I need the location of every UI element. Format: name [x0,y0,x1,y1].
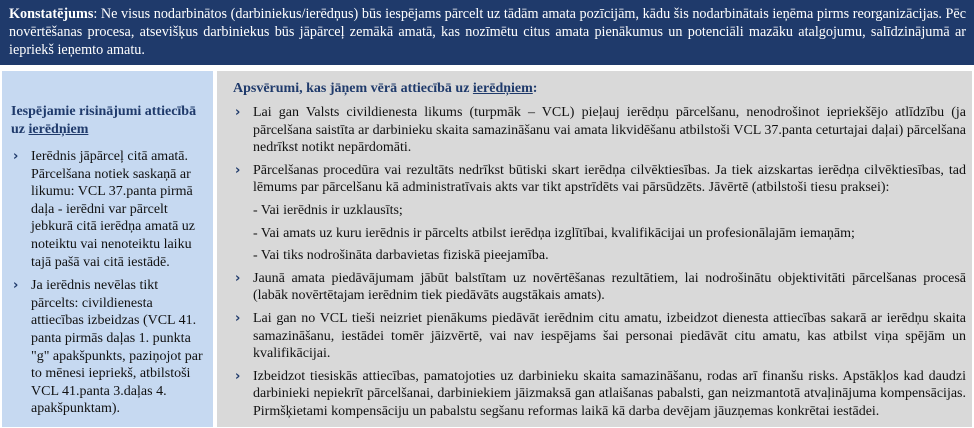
criteria-item: - Vai ierēdnis ir uzklausīts; [253,202,403,218]
list-item-text: Lai gan no VCL tieši neizriet pienākums piedāvāt ierēdnim citu amatu, izbeidzot dienesta attiecības sakarā ar ierēdņu skaita samazināšanu, iestādei tomēr jāizvērtē, vai nav iespējams šai personai piedāvāt citu amatu, kas atbilst viņa spējām un kvalifikācijai. [253,310,966,362]
criteria-item: - Vai amats uz kuru ierēdnis ir pārcelts atbilst ierēdņa izglītībai, kvalifikācijai un profesionālajām iemaņām; [253,225,855,241]
criteria-item: - Vai tiks nodrošināta darbavietas fiziskā pieejamība. [253,248,549,264]
chevron-right-icon: › [235,310,241,326]
considerations-title-suffix: : [532,81,538,96]
list-item-text: Pārcelšanas procedūra vai rezultāts nedrīkst būtiski skart ierēdņa cilvēktiesības. Ja tiek aizskartas ierēdņa cilvēktiesības, tad lēmums par pārcelšanu kā administratīvais akts var tikt apstrīdēts vai pārsūdzēts. Jāvērtē (atbilstoši tiesu praksei): [253,162,966,196]
solutions-list [11,148,207,418]
considerations-panel [217,71,972,427]
list-item [11,277,207,418]
list-item-text: Ja ierēdnis nevēlas tikt pārcelts: civildienesta attiecības izbeidzas (VCL 41. panta pirmās daļas 1. punkta "g" apakšpunkts, paziņojot par to mēnesi iepriekš, atbilstoši VCL 41.panta 3.daļas 4. apakšpunktam). [31,278,203,417]
considerations-title-underlined: ierēdņiem [472,81,533,96]
chevron-right-icon: › [13,149,19,164]
solutions-title-prefix: Iespējamie risinājumi attiecībā uz [11,104,197,137]
list-item [233,162,966,265]
criteria-sublist [253,202,966,265]
list-item [233,104,966,157]
chevron-right-icon: › [235,162,241,178]
list-item-text: Ierēdnis jāpārceļ citā amatā. Pārcelšana notiek saskaņā ar likumu: VCL 37.panta pirmā daļa - ierēdni var pārcelt jebkurā citā ierēdņa amatā uz noteiktu vai nenoteiktu laiku tajā pašā vai citā iestādē. [31,149,196,270]
list-item [233,368,966,421]
chevron-right-icon: › [13,278,19,294]
list-item-text: Izbeidzot tiesiskās attiecības, pamatojoties uz darbinieku skaita samazināšanu, rodas arī finanšu risks. Apstākļos kad daudzi darbinieki nepiekrīt pārcelšanai, darbiniekiem jāizmaksā gan atlaišanas pabalsti, gan neizmantotā atvaļinājuma kompensācijas. Pirmšķietami kompensāciju un pabalstu segšanu reformas laikā kā darba devējam jāuzņemas konkrētai iestādei. [253,368,966,419]
list-item-text: Lai gan Valsts civildienesta likums (turpmāk – VCL) pieļauj ierēdņu pārcelšanu, nenodrošinot iepriekšējo atlīdzību (ja pārcelšana saistīta ar darbinieku skaita samazināšanu vai amata likvidēšanu atbilstoši VCL 37.panta ceturtajai daļai) pārcelšana nedrīkst notikt nepārdomāti. [253,105,966,156]
chevron-right-icon: › [235,368,241,384]
considerations-title-prefix: Apsvērumi, kas jāņem vērā attiecībā uz [233,81,473,96]
finding-text: : Ne visus nodarbinātos (darbiniekus/ierēdņus) būs iespējams pārcelt uz tādām amata pozīcijām, kādu šis nodarbinātais ieņēma pirms reorganizācijas. Pēc novērtēšanas procesa, atsevišķus darbiniekus būs jāpārceļ zemākā amatā, kas nozīmētu citus amata pienākumus un potenciāli mazāku atalgojumu, salīdzinājumā ar iepriekš ieņemto amatu. [9,6,966,58]
finding-banner [0,0,974,65]
list-item-text: Jaunā amata piedāvājumam jābūt balstītam uz novērtēšanas rezultātiem, lai nodrošinātu objektivitāti pārcelšanas procesā (labāk novērtētajam ierēdnim tiek piedāvāts augstākais amats). [253,270,966,304]
chevron-right-icon: › [235,270,241,286]
solutions-title-underlined: ierēdņiem [28,122,89,137]
list-item [11,148,207,271]
considerations-list [233,104,966,421]
solutions-title [11,103,207,139]
chevron-right-icon: › [235,105,241,120]
list-item [233,270,966,305]
list-item [233,310,966,363]
solutions-panel [2,71,213,427]
finding-label: Konstatējums [9,6,94,22]
considerations-title [233,80,966,98]
